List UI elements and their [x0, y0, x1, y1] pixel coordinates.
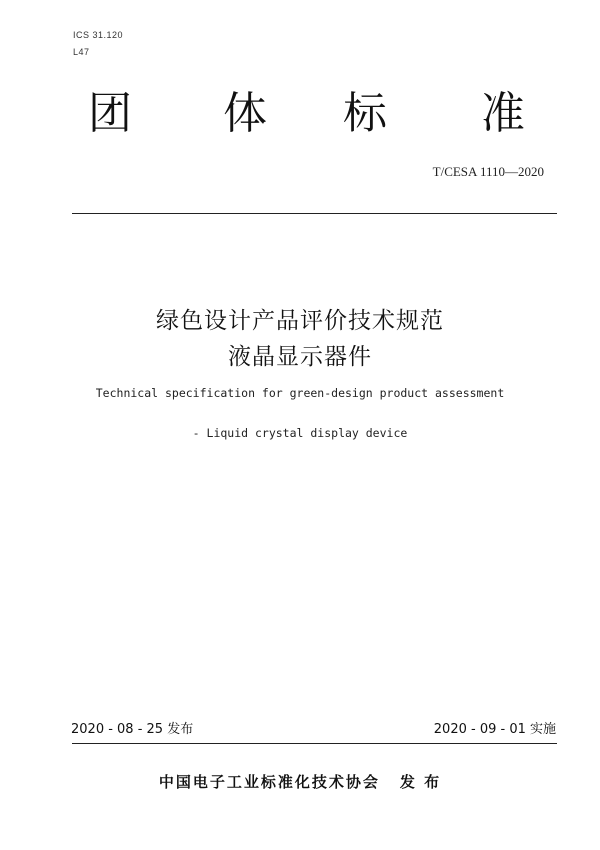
implementation-date: 2020 - 09 - 01 实施: [433, 722, 556, 737]
top-divider: [72, 213, 557, 214]
title-chinese-sub: 液晶显示器件: [228, 344, 372, 370]
standard-number: T/CESA 1110—2020: [432, 164, 544, 179]
title-english-sub: - Liquid crystal display device: [192, 426, 408, 440]
publisher-name: 中国电子工业标准化技术协会: [158, 773, 380, 791]
publisher-action: 发 布: [399, 773, 442, 791]
standard-type-char-3: 标: [343, 88, 387, 139]
title-chinese-main: 绿色设计产品评价技术规范: [156, 308, 444, 334]
bottom-divider: [72, 743, 557, 744]
ics-code: ICS 31.120: [73, 30, 124, 40]
standard-type-char-2: 体: [223, 88, 267, 139]
standard-type-char-1: 团: [88, 88, 132, 139]
standard-type-char-4: 准: [481, 88, 525, 139]
publisher: [0, 771, 600, 792]
ccs-code: L47: [73, 47, 90, 57]
issue-date: 2020 - 08 - 25 发布: [71, 722, 194, 737]
title-english-main: Technical specification for green-design product assessment: [95, 386, 505, 400]
